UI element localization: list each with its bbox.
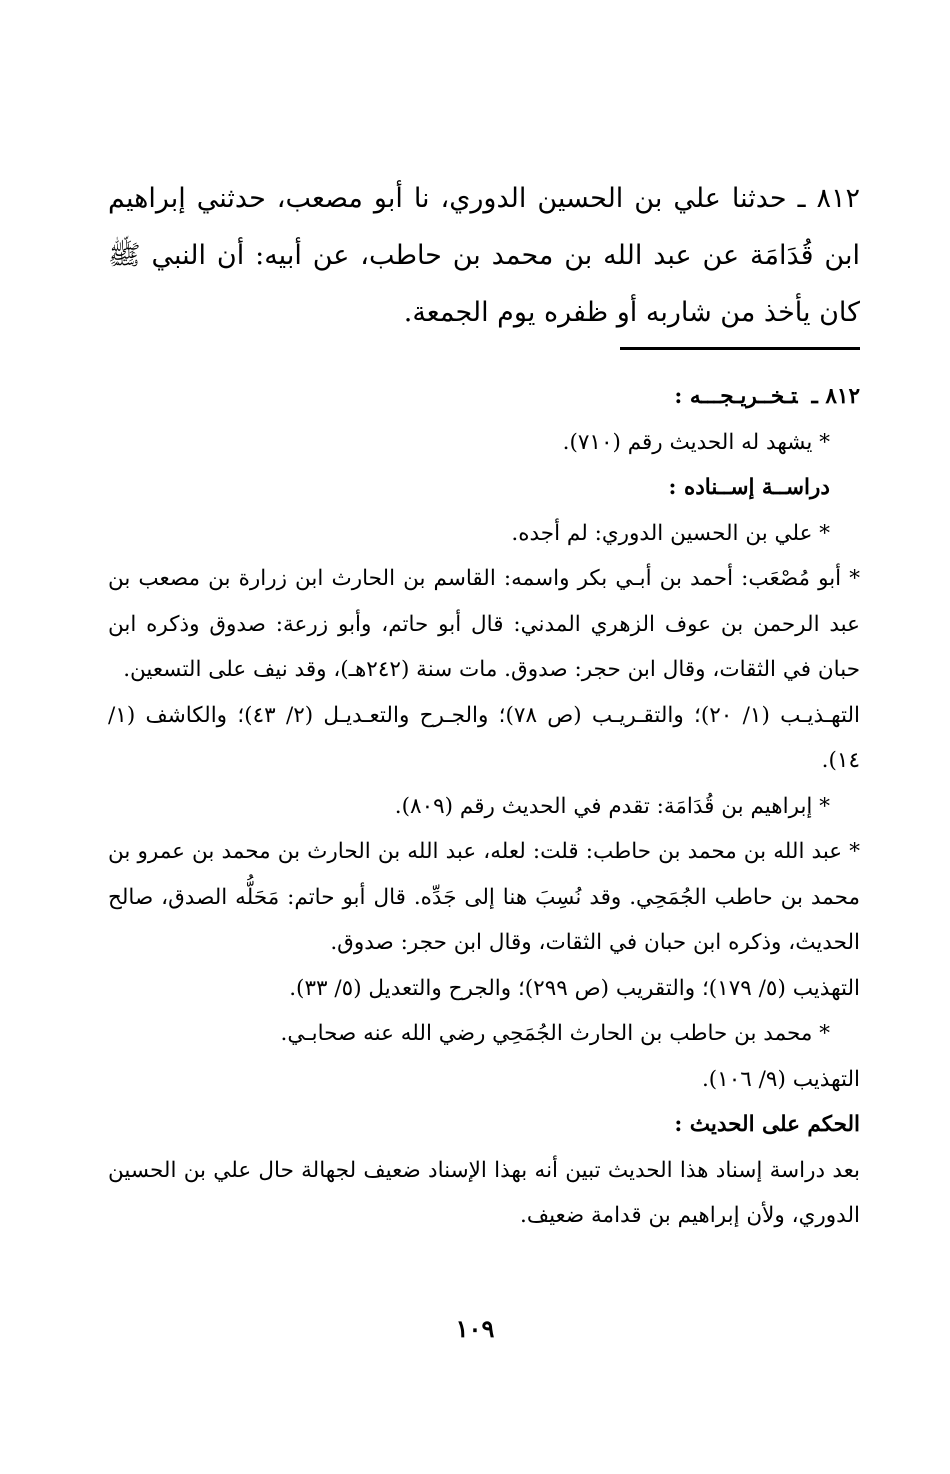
- narrator-note: * محمد بن حاطب بن الحارث الجُمَحِي رضي الله عنه صحابـي.: [280, 1021, 830, 1046]
- narrator-note: * إبراهيم بن قُدَامَة: تقدم في الحديث رقم (٨٠٩).: [394, 793, 830, 819]
- reference-note: التهـذيـب (١/ ٢٠)؛ والتقـريـب (ص ٧٨)؛ والجـرح والتعـديـل (٢/ ٤٣)؛ والكاشف (١/ ١٤).: [108, 702, 860, 773]
- takhrij-heading-line: [108, 374, 860, 420]
- narrator-note: * علي بن الحسين الدوري: لم أجده.: [511, 520, 830, 546]
- footnotes: [108, 374, 860, 1239]
- witness-note: * يشهد له الحديث رقم (٧١٠).: [562, 429, 830, 455]
- ruling-text: بعد دراسة إسناد هذا الحديث تبين أنه بهذا الإسناد ضعيف لجهالة حال علي بن الحسين الدوري، ولأن إبراهيم بن قدامة ضعيف.: [108, 1157, 860, 1228]
- isnad-heading: دراســة إســناده :: [668, 475, 830, 500]
- hadith-text-block: [108, 170, 860, 341]
- hadith-text: ٨١٢ ـ حدثنا علي بن الحسين الدوري، نا أبو مصعب، حدثني إبراهيم ابن قُدَامَة عن عبد الله بن محمد بن حاطب، عن أبيه: أن النبي ﷺ كان يأخذ من شاربه أو ظفره يوم الجمعة.: [108, 183, 860, 328]
- narrator-note: * عبد الله بن محمد بن حاطب: قلت: لعله، عبد الله بن الحارث بن محمد بن عمرو بن محمد بن حاطب الجُمَحِي. وقد نُسِبَ هنا إلى جَدِّه. قال أبو حاتم: مَحَلُّه الصدق، صالح الحديث، وذكره ابن حبان في الثقات، وقال ابن حجر: صدوق.: [108, 839, 860, 955]
- page-number: ١٠٩: [455, 1314, 495, 1343]
- reference-note: التهذيب (٩/ ١٠٦).: [701, 1066, 860, 1092]
- footnote-separator: [620, 347, 860, 350]
- takhrij-heading: تـخــريـجـــه :: [674, 384, 798, 409]
- reference-note: التهذيب (٥/ ١٧٩)؛ والتقريب (ص ٢٩٩)؛ والجرح والتعديل (٥/ ٣٣).: [289, 975, 860, 1001]
- takhrij-number: ٨١٢ ـ: [811, 384, 860, 409]
- narrator-note: * أبو مُصْعَب: أحمد بن أبـي بكر واسمه: القاسم بن الحارث ابن زرارة بن مصعب بن عبد الرحمن بن عوف الزهري المدني: قال أبو حاتم، وأبو زرعة: صدوق وذكره ابن حبان في الثقات، وقال ابن حجر: صدوق. مات سنة (٢٤٢هـ)، وقد نيف على التسعين.: [108, 566, 860, 682]
- ruling-heading: الحكم على الحديث :: [674, 1112, 860, 1137]
